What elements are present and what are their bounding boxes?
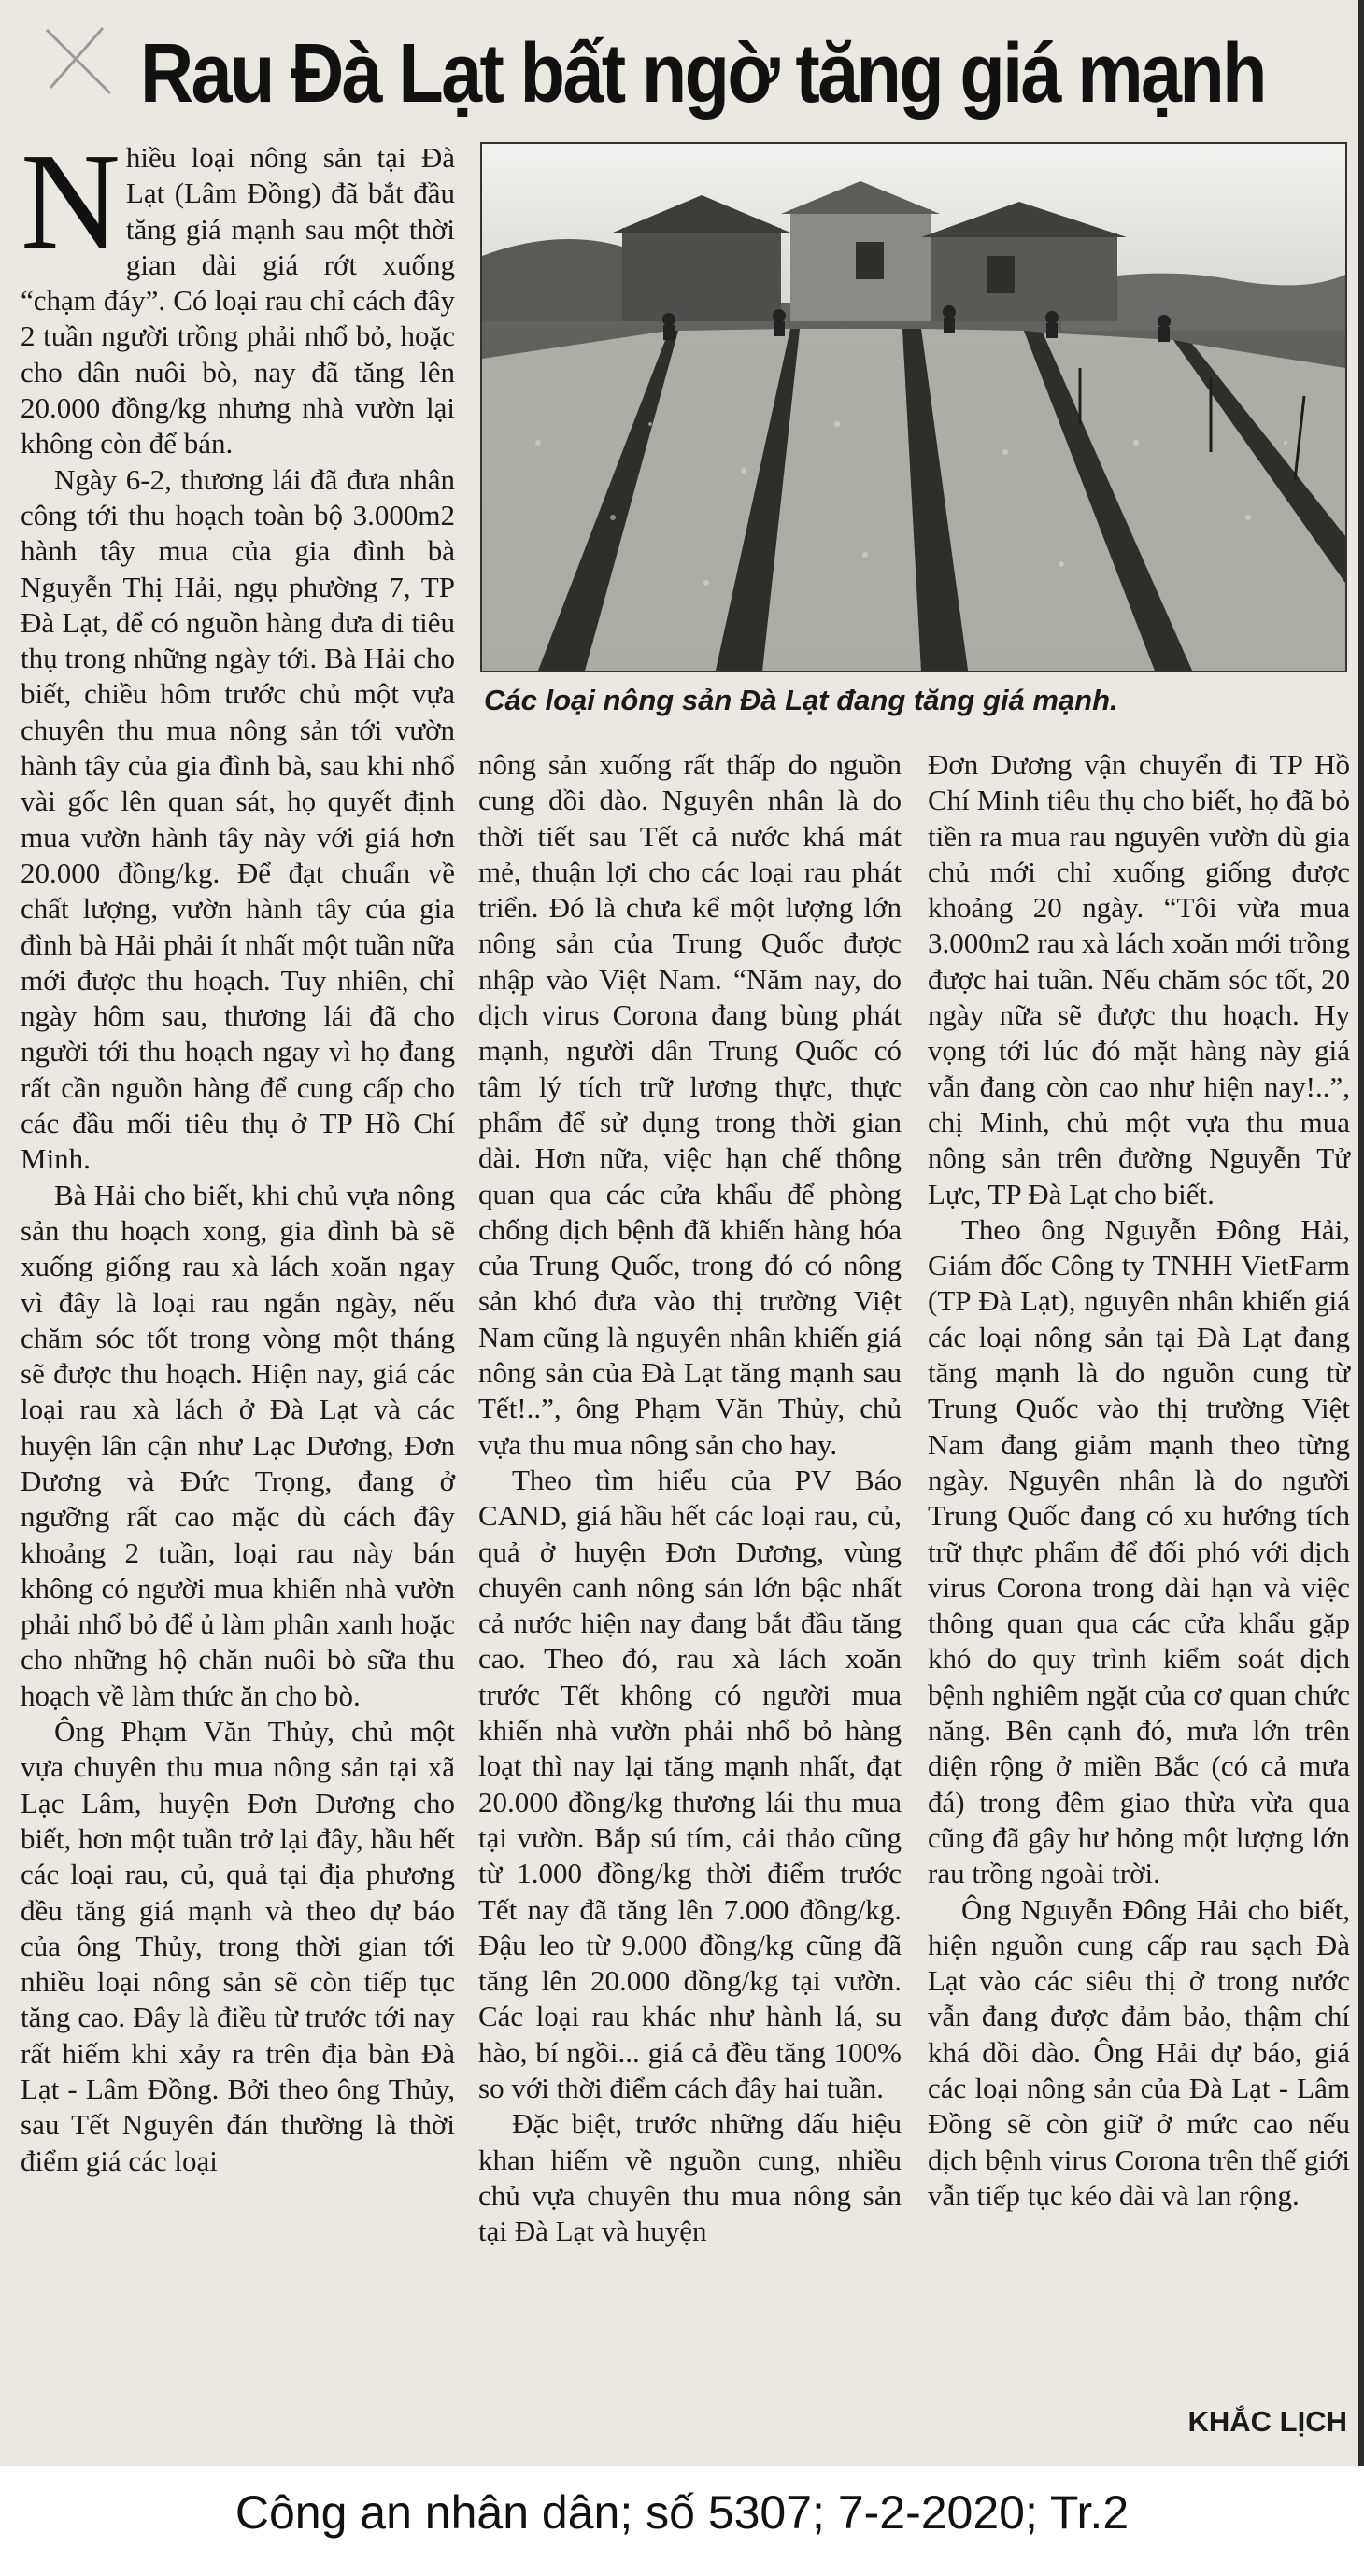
vegetable-field-photo bbox=[482, 144, 1345, 671]
photo-caption: Các loại nông sản Đà Lạt đang tăng giá mạnh. bbox=[484, 684, 1118, 716]
paragraph bbox=[21, 125, 455, 462]
paragraph: Đặc biệt, trước những dấu hiệu khan hiếm về nguồn cung, nhiều chủ vựa chuyên thu mua nông sản tại Đà Lạt và huyện bbox=[478, 2107, 902, 2248]
paragraph: Ông Nguyễn Đông Hải cho biết, hiện nguồn cung cấp rau sạch Đà Lạt vào các siêu thị ở trong nước vẫn đang được đảm bảo, thậm chí khá dồi dào. Ông Hải dự báo, giá các loại nông sản của Đà Lạt - Lâm Đồng sẽ còn giữ ở mức cao nếu dịch bệnh virus Corona trên thế giới vẫn tiếp tục kéo dài và lan rộng. bbox=[928, 1892, 1350, 2212]
headline: Rau Đà Lạt bất ngờ tăng giá mạnh bbox=[140, 27, 1265, 120]
paragraph: Theo tìm hiểu của PV Báo CAND, giá hầu hết các loại rau, củ, quả ở huyện Đơn Dương, vùng chuyên canh nông sản lớn bậc nhất cả nước hiện nay đang bắt đầu tăng cao. Theo đó, rau xà lách xoăn trước Tết không có người mua khiến nhà vườn phải nhổ bỏ hàng loạt thì nay lại tăng mạnh nhất, đạt 20.000 đồng/kg thương lái thu mua tại vườn. Bắp sú tím, cải thảo cũng từ 1.000 đồng/kg thời điểm trước Tết nay đã tăng lên 7.000 đồng/kg. Đậu leo từ 9.000 đồng/kg cũng đã tăng lên 20.000 đồng/kg tại vườn. Các loại rau khác như hành lá, su hào, bí ngồi... giá cả đều tăng 100% so với thời điểm cách đây hai tuần. bbox=[478, 1463, 902, 2104]
paragraph: Ngày 6-2, thương lái đã đưa nhân công tới thu hoạch toàn bộ 3.000m2 hành tây mua của gia đình bà Nguyễn Thị Hải, ngụ phường 7, TP Đà Lạt, để có nguồn hàng đưa đi tiêu thụ trong những ngày tới. Bà Hải cho biết, chiều hôm trước chủ một vựa chuyên thu mua nông sản tới vườn hành tây của gia đình bà, sau khi nhổ vài gốc lên quan sát, họ quyết định mua vườn hành tây này với giá hơn 20.000 đồng/kg. Để đạt chuẩn về chất lượng, vườn hành tây của gia đình bà Hải phải ít nhất một tuần nữa mới được thu hoạch. Tuy nhiên, chỉ ngày hôm sau, thương lái đã cho người tới thu hoạch ngay vì họ đang rất cần nguồn hàng để cung cấp cho các đầu mối tiêu thụ ở TP Hồ Chí Minh. bbox=[21, 462, 455, 1176]
article-photo bbox=[480, 142, 1347, 672]
paragraph: Bà Hải cho biết, khi chủ vựa nông sản thu hoạch xong, gia đình bà sẽ xuống giống rau xà lách xoăn ngay vì đây là loại rau ngắn ngày, nếu chăm sóc tốt trong vòng một tháng sẽ được thu hoạch. Hiện nay, giá các loại rau xà lách ở Đà Lạt và các huyện lân cận như Lạc Dương, Đơn Dương và Đức Trọng, đang ở ngưỡng rất cao mặc dù cách đây khoảng 2 tuần, loại rau này bán không có người mua khiến nhà vườn phải nhổ bỏ để ủ làm phân xanh hoặc cho những hộ chăn nuôi bò sữa thu hoạch về làm thức ăn cho bò. bbox=[21, 1178, 455, 1712]
column-3 bbox=[928, 747, 1350, 2391]
paragraph: Đơn Dương vận chuyển đi TP Hồ Chí Minh tiêu thụ cho biết, họ đã bỏ tiền ra mua rau nguyên vườn dù gia chủ mới chỉ xuống giống được khoảng 20 ngày. “Tôi vừa mua 3.000m2 rau xà lách xoăn mới trồng được hai tuần. Nếu chăm sóc tốt, 20 ngày nữa sẽ được thu hoạch. Hy vọng tới lúc đó mặt hàng này giá vẫn đang còn cao như hiện nay!..”, chị Minh, chủ một vựa thu mua nông sản trên đường Nguyễn Tử Lực, TP Đà Lạt cho biết. bbox=[928, 748, 1350, 1210]
column-1 bbox=[21, 125, 455, 2447]
pen-mark-icon bbox=[37, 19, 121, 103]
source-citation: Công an nhân dân; số 5307; 7-2-2020; Tr.2 bbox=[0, 2466, 1364, 2576]
drop-cap: N bbox=[21, 125, 121, 278]
paragraph: Theo ông Nguyễn Đông Hải, Giám đốc Công ty TNHH VietFarm (TP Đà Lạt), nguyên nhân khiến giá các loại nông sản tại Đà Lạt đang tăng mạnh là do nguồn cung từ Trung Quốc vào thị trường Việt Nam đang giảm mạnh theo từng ngày. Nguyên nhân là do người Trung Quốc đang có xu hướng tích trữ thực phẩm để đối phó với dịch virus Corona trong dài hạn và việc thông quan qua các cửa khẩu gặp khó do quy trình kiểm soát dịch bệnh nghiêm ngặt của cơ quan chức năng. Bên cạnh đó, mưa lớn trên diện rộng ở miền Bắc (có cả mưa đá) trong đêm giao thừa vừa qua cũng đã gây hư hỏng một lượng lớn rau trồng ngoài trời. bbox=[928, 1212, 1350, 1890]
author-byline: KHẮC LỊCH bbox=[1187, 2405, 1347, 2438]
column-2 bbox=[478, 747, 902, 2447]
paragraph-text: hiều loại nông sản tại Đà Lạt (Lâm Đồng) đã bắt đầu tăng giá mạnh sau một thời gian dài giá rớt xuống “chạm đáy”. Có loại rau chỉ cách đây 2 tuần người trồng phải nhổ bỏ, hoặc cho dân nuôi bò, nay đã tăng lên 20.000 đồng/kg nhưng nhà vườn lại không còn để bán. bbox=[21, 141, 455, 460]
paragraph: Ông Phạm Văn Thủy, chủ một vựa chuyên thu mua nông sản tại xã Lạc Lâm, huyện Đơn Dương cho biết, hơn một tuần trở lại đây, hầu hết các loại rau, củ, quả tại địa phương đều tăng giá mạnh và theo dự báo của ông Thủy, trong thời gian tới nhiều loại nông sản sẽ còn tiếp tục tăng cao. Đây là điều từ trước tới nay rất hiếm khi xảy ra trên địa bàn Đà Lạt - Lâm Đồng. Bởi theo ông Thủy, sau Tết Nguyên đán thường là thời điểm giá các loại bbox=[21, 1715, 455, 2177]
paragraph: nông sản xuống rất thấp do nguồn cung dồi dào. Nguyên nhân là do thời tiết sau Tết cả nước khá mát mẻ, thuận lợi cho các loại rau phát triển. Đó là chưa kể một lượng lớn nông sản của Trung Quốc được nhập vào Việt Nam. “Năm nay, do dịch virus Corona đang bùng phát mạnh, người dân Trung Quốc có tâm lý tích trữ lương thực, thực phẩm để sử dụng trong thời gian dài. Hơn nữa, việc hạn chế thông quan qua các cửa khẩu để phòng chống dịch bệnh đã khiến hàng hóa của Trung Quốc, trong đó có nông sản khó đưa vào thị trường Việt Nam cũng là nguyên nhân khiến giá nông sản của Đà Lạt tăng mạnh sau Tết!..”, ông Phạm Văn Thủy, chủ vựa thu mua nông sản cho hay. bbox=[478, 748, 902, 1461]
